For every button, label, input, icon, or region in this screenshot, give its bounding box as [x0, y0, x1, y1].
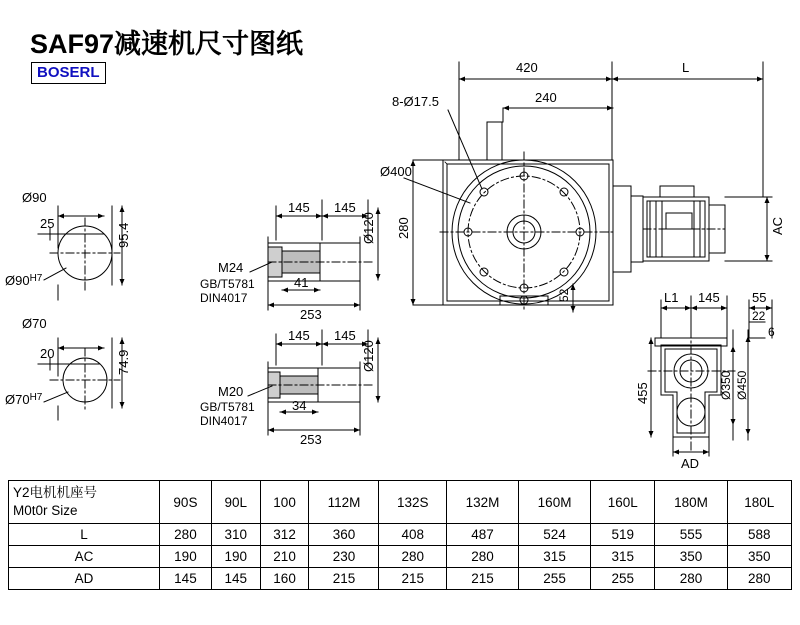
table-cell: 310 [211, 524, 260, 546]
column-header: 180M [655, 481, 727, 524]
table-cell: 408 [379, 524, 446, 546]
label-145-right: 145 [698, 290, 720, 305]
column-header: 132S [379, 481, 446, 524]
label-b-gb: GB/T5781 [200, 400, 255, 414]
table-cell: 350 [727, 546, 791, 568]
label-b-253: 253 [300, 432, 322, 447]
table-cell: 555 [655, 524, 727, 546]
table-cell: 487 [446, 524, 518, 546]
table-cell: 280 [160, 524, 212, 546]
table-header-line2: M0t0r Size [13, 503, 78, 518]
column-header: 90L [211, 481, 260, 524]
label-d90: Ø90 [22, 190, 47, 205]
table-cell: 519 [591, 524, 655, 546]
row-label: L [9, 524, 160, 546]
table-cell: 210 [260, 546, 309, 568]
column-header: 132M [446, 481, 518, 524]
table-cell: 360 [309, 524, 379, 546]
table-cell: 312 [260, 524, 309, 546]
table-cell: 215 [446, 568, 518, 590]
column-header: 112M [309, 481, 379, 524]
label-420: 420 [516, 60, 538, 75]
label-a-145-right: 145 [334, 200, 356, 215]
table-cell: 280 [655, 568, 727, 590]
label-d450: Ø450 [735, 370, 749, 400]
table-header-label [9, 481, 160, 524]
row-label: AC [9, 546, 160, 568]
label-34: 34 [292, 398, 307, 413]
label-95-4: 95.4 [116, 222, 131, 248]
label-L: L [682, 60, 690, 75]
table-row [9, 546, 792, 568]
label-d70: Ø70 [22, 316, 47, 331]
table-cell: 230 [309, 546, 379, 568]
table-row [9, 524, 792, 546]
table-cell: 255 [591, 568, 655, 590]
table-cell: 145 [160, 568, 212, 590]
label-a-253: 253 [300, 307, 322, 322]
label-240: 240 [535, 90, 557, 105]
hatch-marks [445, 162, 447, 164]
front-view-gearbox [404, 110, 613, 312]
label-d400: Ø400 [380, 164, 412, 179]
label-a-145-left: 145 [288, 200, 310, 215]
label-d70h7: $Ø70^{H7}$ [5, 392, 43, 407]
table-cell: 215 [309, 568, 379, 590]
column-header: 100 [260, 481, 309, 524]
label-52: 52 [557, 288, 571, 302]
label-b-d120: Ø120 [361, 340, 376, 372]
top-dimension-chain [459, 62, 763, 197]
table-header-row [9, 481, 792, 524]
label-L1: L1 [664, 290, 679, 305]
column-header: 180L [727, 481, 791, 524]
table-cell: 280 [446, 546, 518, 568]
label-8-d17-5: 8-Ø17.5 [392, 94, 439, 109]
motor-side-view [613, 186, 772, 272]
label-a-gb: GB/T5781 [200, 277, 255, 291]
table-cell: 350 [655, 546, 727, 568]
label-280: 280 [396, 217, 411, 239]
table-header-line1: Y2电机机座号 [13, 484, 98, 500]
label-25: 25 [40, 216, 55, 231]
page-title: SAF97减速机尺寸图纸 [30, 29, 304, 59]
table-cell: 190 [211, 546, 260, 568]
motor-size-table [8, 480, 792, 590]
column-header: 90S [160, 481, 212, 524]
table-cell: 255 [519, 568, 591, 590]
label-a-din: DIN4017 [200, 291, 248, 305]
table-cell: 160 [260, 568, 309, 590]
table-cell: 315 [591, 546, 655, 568]
label-22: 22 [752, 309, 766, 323]
label-455: 455 [635, 382, 650, 404]
label-AD: AD [681, 456, 700, 471]
table-cell: 280 [379, 546, 446, 568]
table-row [9, 568, 792, 590]
table-cell: 280 [727, 568, 791, 590]
label-d90h7: $Ø90^{H7}$ [5, 273, 43, 288]
label-m24: M24 [218, 260, 244, 275]
table-cell: 215 [379, 568, 446, 590]
column-header: 160L [591, 481, 655, 524]
table-cell: 588 [727, 524, 791, 546]
label-b-145-right: 145 [334, 328, 356, 343]
brand-badge: BOSERL [31, 62, 106, 84]
table-cell: 315 [519, 546, 591, 568]
column-header: 160M [519, 481, 591, 524]
label-AC: AC [770, 216, 785, 235]
label-b-din: DIN4017 [200, 414, 248, 428]
label-55: 55 [752, 290, 767, 305]
row-label: AD [9, 568, 160, 590]
label-a-d120: Ø120 [361, 212, 376, 244]
table-cell: 524 [519, 524, 591, 546]
label-d350: Ø350 [719, 370, 733, 400]
label-m20: M20 [218, 384, 244, 399]
table-cell: 145 [211, 568, 260, 590]
label-6: 6 [768, 325, 775, 339]
label-b-145-left: 145 [288, 328, 310, 343]
label-20: 20 [40, 346, 55, 361]
table-cell: 190 [160, 546, 212, 568]
label-41: 41 [294, 275, 309, 290]
label-74-9: 74.9 [116, 349, 131, 375]
